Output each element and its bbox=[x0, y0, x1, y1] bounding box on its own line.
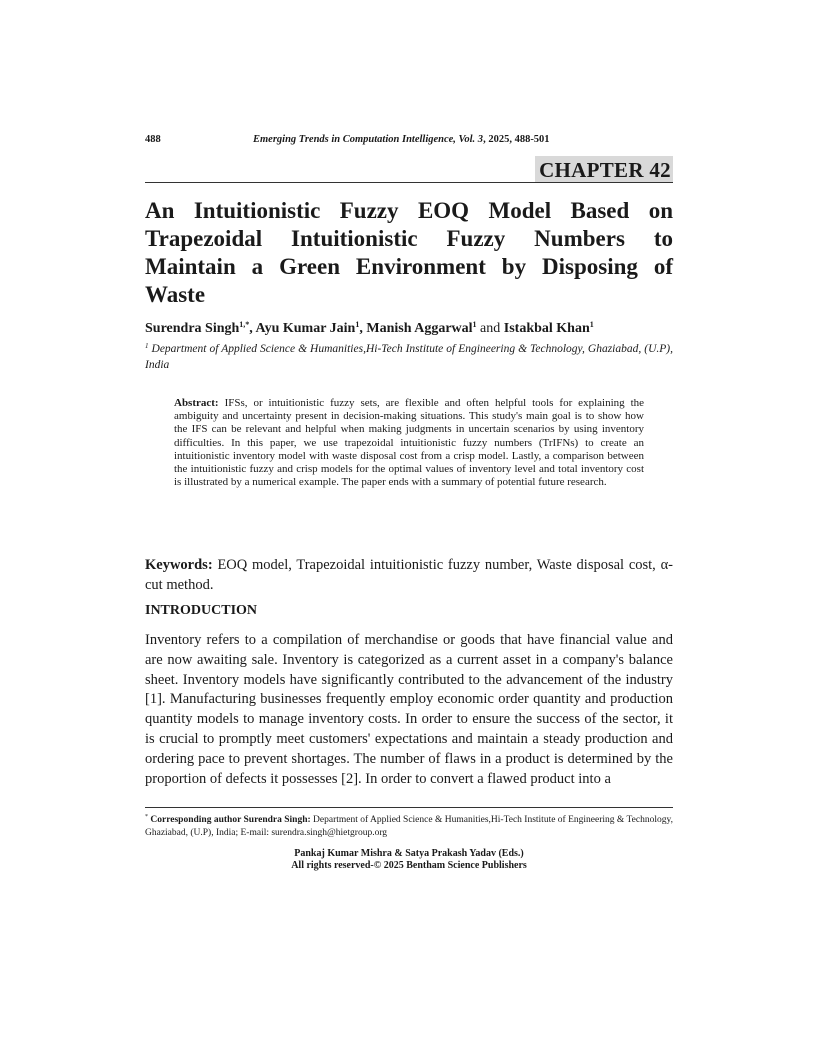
introduction-paragraph: Inventory refers to a compilation of merchandise or goods that have financial value and are now awaiting sale. Inventory is categorized as a current asset in a company's balance sheet. Inventory models have significantly contributed to the advancement of the industry [1]. Manufacturing businesses frequently employ economic order quantity and production quantity models to manage inventory costs. In order to ensure the success of the sector, it is crucial to promptly meet customers' expectations and maintain a steady production and ordering pace to prevent shortages. The number of flaws in a product is determined by the proportion of defects it possesses [2]. In order to convert a flawed product into a bbox=[145, 632, 673, 787]
chapter-label: CHAPTER 42 bbox=[535, 156, 673, 182]
journal-volume-pages: , 2025, 488-501 bbox=[483, 134, 550, 145]
author-separator: , bbox=[249, 321, 256, 336]
paper-title: An Intuitionistic Fuzzy EOQ Model Based on Trapezoidal Intuitionistic Fuzzy Numbers to Maintain a Green Environment by Disposing of Waste bbox=[145, 198, 673, 307]
keywords-text: EOQ model, Trapezoidal intuitionistic fuzzy number, Waste disposal cost, α-cut method. bbox=[145, 557, 673, 593]
abstract bbox=[174, 397, 644, 489]
author-affiliation-mark: 1 bbox=[355, 320, 360, 329]
footnote-mark: * bbox=[145, 814, 148, 820]
affiliation-mark: 1 bbox=[145, 342, 149, 350]
abstract-text: IFSs, or intuitionistic fuzzy sets, are flexible and often helpful tools for explaining the ambiguity and uncertainty present in decision-making situations. This study's main goal is to show how the IFS can be relevant and helpful when making judgments in uncertain scenarios by using inventory difficulties. In this paper, we use trapezoidal intuitionistic fuzzy numbers (TrIFNs) to create an intuitionistic inventory model with waste disposal cost from a crisp model. Lastly, a comparison between the intuitionistic fuzzy and crisp models for the optimal values of inventory level and total inventory cost is illustrated by a numerical example. The paper ends with a summary of potential future research. bbox=[174, 397, 645, 489]
section-heading-introduction: INTRODUCTION bbox=[145, 603, 258, 618]
corresponding-author-footnote bbox=[145, 811, 673, 839]
author-affiliation-mark: 1 bbox=[472, 320, 477, 329]
author-affiliation-mark: 1 bbox=[589, 320, 594, 329]
author-list bbox=[145, 316, 673, 338]
author: Istakbal Khan bbox=[503, 321, 590, 336]
author: Manish Aggarwal bbox=[366, 321, 473, 336]
keywords-label: Keywords: bbox=[145, 557, 213, 573]
footnote-text: Department of Applied Science & Humanities,Hi-Tech Institute of Engineering & Technology, Ghaziabad, (U.P), India; E-mail: surendra.singh@hietgroup.org bbox=[145, 815, 674, 838]
affiliation bbox=[145, 338, 673, 373]
header-rule bbox=[145, 182, 673, 183]
author-affiliation-mark: 1,* bbox=[239, 320, 250, 329]
page-number: 488 bbox=[145, 134, 161, 145]
rights-line: All rights reserved-© 2025 Bentham Science Publishers bbox=[291, 860, 527, 871]
book-credits bbox=[145, 848, 673, 872]
journal-citation bbox=[253, 134, 550, 145]
abstract-label: Abstract: bbox=[174, 397, 219, 409]
author-separator: and bbox=[476, 321, 504, 336]
author: Surendra Singh bbox=[145, 321, 240, 336]
author-separator: , bbox=[359, 321, 367, 336]
keywords bbox=[145, 555, 673, 595]
journal-name: Emerging Trends in Computation Intelligence, Vol. 3 bbox=[253, 134, 484, 145]
author: Ayu Kumar Jain bbox=[255, 321, 356, 336]
affiliation-text: Department of Applied Science & Humanities,Hi-Tech Institute of Engineering & Technology, Ghaziabad, (U.P), India bbox=[145, 343, 673, 371]
chapter-label-box bbox=[535, 156, 673, 182]
editors-line: Pankaj Kumar Mishra & Satya Prakash Yadav (Eds.) bbox=[294, 848, 524, 859]
footnote-rule bbox=[145, 807, 673, 808]
footnote-label: Corresponding author Surendra Singh: bbox=[150, 815, 311, 825]
